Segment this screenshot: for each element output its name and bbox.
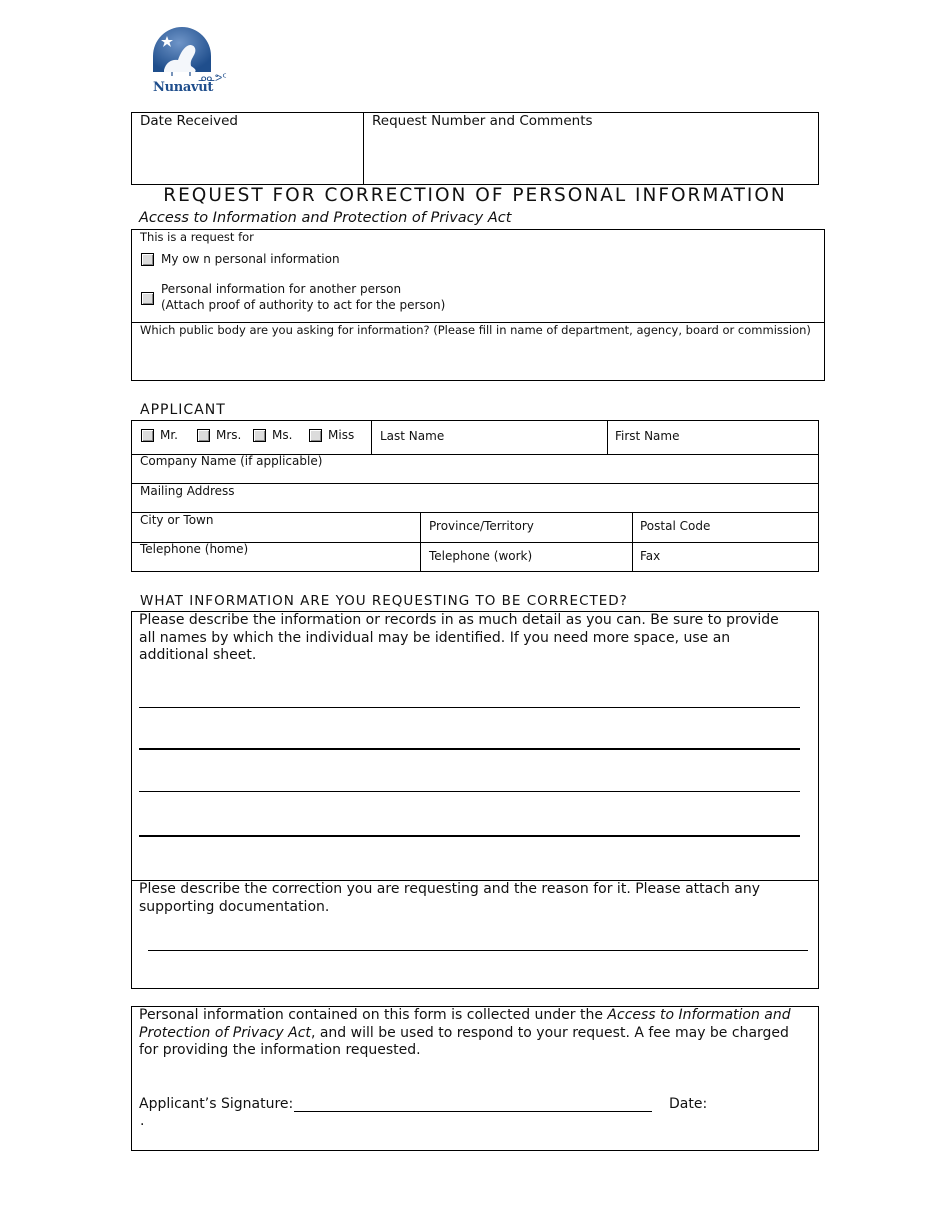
- tel-work-label: Telephone (work): [429, 549, 533, 563]
- request-number-label: Request Number and Comments: [372, 113, 593, 129]
- info-write-line[interactable]: [139, 791, 800, 792]
- notice-text-part1: Personal information contained on this form is collected under the: [139, 1007, 608, 1023]
- notice-text: [139, 1007, 804, 1060]
- tel-home-label: Telephone (home): [140, 542, 249, 556]
- nunavut-logo: [150, 26, 227, 100]
- describe-info-text: Please describe the information or records in as much detail as you can. Be sure to provide all names by which the individual may be identified. If you need more space, use an additional sheet.: [139, 612, 779, 663]
- title-mrs-checkbox[interactable]: [197, 429, 210, 442]
- trailing-dot: .: [140, 1113, 145, 1129]
- correction-heading: WHAT INFORMATION ARE YOU REQUESTING TO BE CORRECTED?: [140, 593, 628, 609]
- correction-write-line[interactable]: [148, 950, 808, 951]
- postal-label: Postal Code: [640, 519, 711, 533]
- own-info-label: My ow n personal information: [161, 252, 340, 266]
- date-label: Date:: [669, 1096, 708, 1112]
- public-body-label: Which public body are you asking for information? (Please fill in name of department, agency, board or commission): [140, 323, 811, 337]
- info-write-line[interactable]: [139, 835, 800, 837]
- company-label: Company Name (if applicable): [140, 454, 323, 468]
- title-mr-checkbox[interactable]: [141, 429, 154, 442]
- form-subtitle: Access to Information and Protection of Privacy Act: [139, 210, 512, 226]
- fax-label: Fax: [640, 549, 661, 563]
- other-person-label: Personal information for another person: [161, 282, 402, 296]
- title-miss-checkbox[interactable]: [309, 429, 322, 442]
- notice-act-name: Access to Information and Protection of Privacy Act: [139, 1007, 791, 1041]
- row-divider: [131, 512, 819, 513]
- correction-box: [131, 611, 819, 989]
- own-info-checkbox[interactable]: [141, 253, 154, 266]
- city-label: City or Town: [140, 513, 214, 527]
- title-ms-checkbox[interactable]: [253, 429, 266, 442]
- request-for-heading: This is a request for: [140, 230, 254, 244]
- svg-text:ᓄᓇᕗᑦ: ᓄᓇᕗᑦ: [198, 73, 227, 84]
- title-miss-label: Miss: [328, 428, 355, 442]
- title-mr-label: Mr.: [160, 428, 178, 442]
- notice-text-part2: , and will be used to respond to your request. A fee may be charged for providing the information requested.: [139, 1024, 789, 1058]
- describe-correction-text: Plese describe the correction you are requesting and the reason for it. Please attach any supporting documentation.: [139, 881, 760, 915]
- office-use-divider: [363, 112, 364, 185]
- info-write-line[interactable]: [139, 748, 800, 750]
- mailing-label: Mailing Address: [140, 484, 235, 498]
- signature-line[interactable]: [294, 1111, 652, 1112]
- logo-wordmark: Nunavut: [153, 80, 214, 95]
- applicant-heading: APPLICANT: [140, 402, 226, 418]
- date-received-label: Date Received: [140, 113, 238, 129]
- signature-label: Applicant’s Signature:: [139, 1096, 294, 1112]
- col-divider: [607, 420, 608, 454]
- info-write-line[interactable]: [139, 707, 800, 708]
- first-name-label: First Name: [615, 429, 680, 443]
- last-name-label: Last Name: [380, 429, 445, 443]
- province-label: Province/Territory: [429, 519, 534, 533]
- title-ms-label: Ms.: [272, 428, 293, 442]
- other-person-note: (Attach proof of authority to act for the person): [161, 298, 446, 312]
- public-body-field[interactable]: [132, 340, 824, 380]
- title-mrs-label: Mrs.: [216, 428, 242, 442]
- other-person-checkbox[interactable]: [141, 292, 154, 305]
- form-title: REQUEST FOR CORRECTION OF PERSONAL INFORMATION: [163, 185, 787, 206]
- col-divider: [371, 420, 372, 454]
